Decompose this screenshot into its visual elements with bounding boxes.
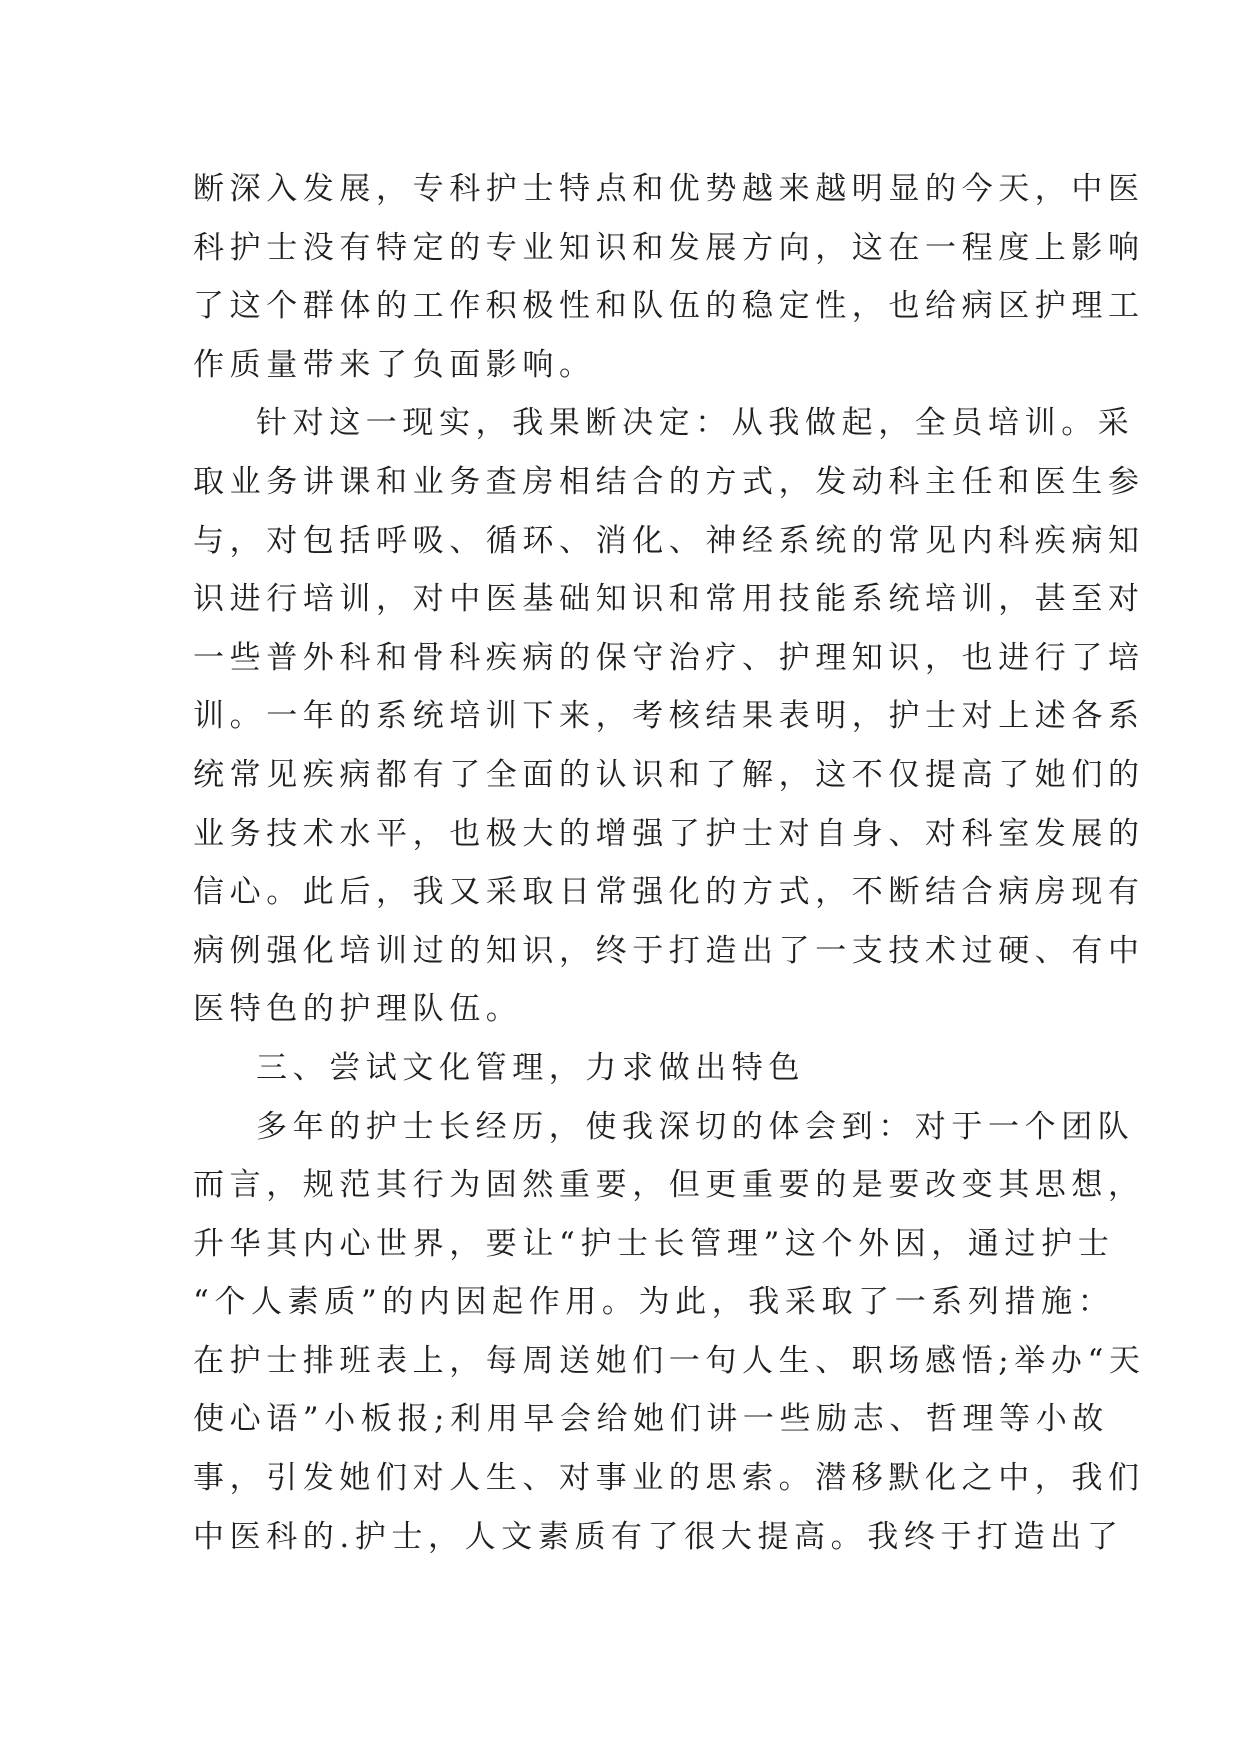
text-line: 使心语”小板报;利用早会给她们讲一些励志、哲理等小故 — [193, 1401, 1109, 1438]
text-line: 针对这一现实，我果断决定：从我做起，全员培训。采 — [256, 405, 1135, 442]
text-line: 中医科的.护士，人文素质有了很大提高。我终于打造出了 — [193, 1518, 1124, 1555]
text-line: 病例强化培训过的知识，终于打造出了一支技术过硬、有中 — [193, 932, 1145, 969]
text-line: 而言，规范其行为固然重要，但更重要的是要改变其思想， — [193, 1167, 1145, 1204]
text-line: 与，对包括呼吸、循环、消化、神经系统的常见内科疾病知 — [193, 522, 1145, 559]
text-line: 事，引发她们对人生、对事业的思索。潜移默化之中，我们 — [193, 1460, 1145, 1497]
text-line: 识进行培训，对中医基础知识和常用技能系统培训，甚至对 — [193, 581, 1145, 618]
text-line: 断深入发展，专科护士特点和优势越来越明显的今天，中医 — [193, 171, 1145, 207]
text-line: 科护士没有特定的专业知识和发展方向，这在一程度上影响 — [193, 229, 1145, 266]
text-line: 三、尝试文化管理，力求做出特色 — [256, 1049, 805, 1086]
text-line: 医特色的护理队伍。 — [193, 991, 523, 1028]
text-line: 了这个群体的工作积极性和队伍的稳定性，也给病区护理工 — [193, 288, 1145, 325]
text-line: 多年的护士长经历，使我深切的体会到：对于一个团队 — [256, 1108, 1135, 1145]
text-line: 升华其内心世界，要让“护士长管理”这个外因，通过护士 — [193, 1225, 1115, 1262]
text-line: 业务技术水平，也极大的增强了护士对自身、对科室发展的 — [193, 815, 1145, 852]
text-line: 在护士排班表上，每周送她们一句人生、职场感悟;举办“天 — [193, 1342, 1146, 1379]
text-line: 统常见疾病都有了全面的认识和了解，这不仅提高了她们的 — [193, 756, 1145, 793]
text-line: 信心。此后，我又采取日常强化的方式，不断结合病房现有 — [193, 874, 1145, 911]
text-line: 取业务讲课和业务查房相结合的方式，发动科主任和医生参 — [193, 463, 1145, 500]
text-line: “个人素质”的内因起作用。为此，我采取了一系列措施： — [193, 1284, 1115, 1321]
text-line: 作质量带来了负面影响。 — [193, 346, 596, 383]
text-line: 训。一年的系统培训下来，考核结果表明，护士对上述各系 — [193, 698, 1145, 735]
text-line: 一些普外科和骨科疾病的保守治疗、护理知识，也进行了培 — [193, 639, 1145, 676]
body-text — [193, 160, 1146, 1566]
